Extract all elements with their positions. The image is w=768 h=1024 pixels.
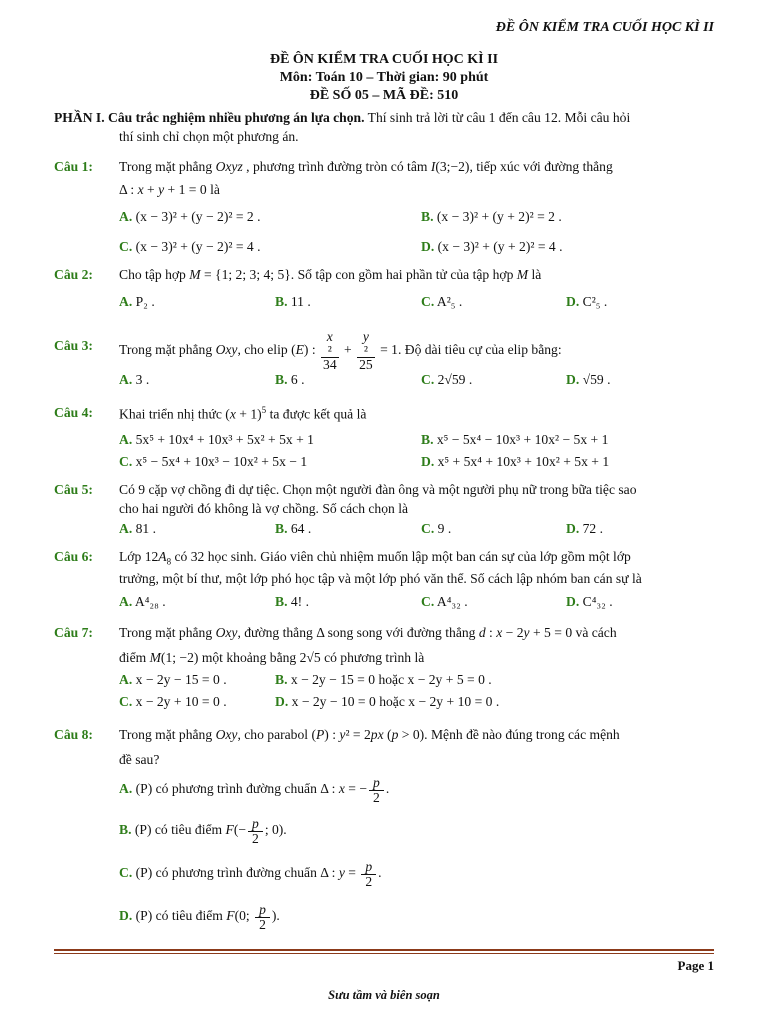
option-c[interactable]: C. A⁴₃₂ .	[421, 594, 468, 609]
option-b[interactable]: B. 4! .	[275, 594, 309, 609]
question-stem-cont: đề sau?	[119, 752, 160, 767]
question-stem: Có 9 cặp vợ chồng đi dự tiệc. Chọn một người đàn ông và một người phụ nữ trong bữa tiệc sao	[119, 482, 637, 497]
question-stem: Khai triển nhị thức $(x + 1)^5$ ta được kết quả là	[119, 405, 367, 422]
part1-text-cont: thí sinh chỉ chọn một phương án.	[119, 129, 299, 144]
option-d[interactable]: D. 72 .	[566, 521, 604, 536]
option-a[interactable]: A. 81 .	[119, 521, 157, 536]
question-label: Câu 3:	[54, 338, 93, 353]
option-b[interactable]: B. 11 .	[275, 294, 311, 309]
option-b[interactable]: B. 64 .	[275, 521, 312, 536]
option-a[interactable]: A. (x − 3)² + (y − 2)² = 2 .	[119, 209, 261, 224]
question-label: Câu 5:	[54, 482, 93, 497]
option-b[interactable]: B. x⁵ − 5x⁴ − 10x³ + 10x² − 5x + 1	[421, 432, 609, 447]
option-b[interactable]: B. 6 .	[275, 372, 305, 387]
part1-label: PHẦN I. Câu trắc nghiệm nhiều phương án lựa chọn.	[54, 110, 365, 125]
page-number: Page 1	[677, 958, 714, 973]
question-stem: Trong mặt phẳng Oxyz , phương trình đường tròn có tâm I(3;−2), tiếp xúc với đường thẳng	[119, 159, 613, 174]
question-stem: Cho tập hợp M = {1; 2; 3; 4; 5}. Số tập con gồm hai phần tử của tập hợp M là	[119, 267, 542, 282]
question-label: Câu 1:	[54, 159, 93, 174]
question-stem-cont: trưởng, một bí thư, một lớp phó học tập và một lớp phó văn thể. Số cách lập nhóm ban cán sự là	[119, 571, 642, 586]
option-a[interactable]: A. x − 2y − 15 = 0 .	[119, 672, 227, 687]
question-stem: Trong mặt phẳng Oxy, cho elip (E) : x ² 34 + y ² 25 = 1. Độ dài tiêu cự của elip bằng:	[119, 329, 562, 373]
option-b[interactable]: B. x − 2y − 15 = 0 hoặc x − 2y + 5 = 0 .	[275, 672, 492, 687]
part1-text: Thí sinh trả lời từ câu 1 đến câu 12. Mỗi câu hỏi	[364, 110, 631, 125]
option-a[interactable]: A. (P) có phương trình đường chuẩn Δ : x = − $\frac{p}{2}$ .	[119, 775, 390, 805]
option-c[interactable]: C. A²₅ .	[421, 294, 463, 309]
option-a[interactable]: A. 3 .	[119, 372, 150, 387]
option-c[interactable]: C. 9 .	[421, 521, 452, 536]
footer-divider	[54, 949, 714, 951]
option-d[interactable]: D. (x − 3)² + (y + 2)² = 4 .	[421, 239, 563, 254]
option-c[interactable]: C. x⁵ − 5x⁴ + 10x³ − 10x² + 5x − 1	[119, 454, 308, 469]
question-stem-cont: cho hai người đó không là vợ chồng. Số cách chọn là	[119, 501, 409, 516]
question-stem: Trong mặt phẳng Oxy, đường thẳng Δ song song với đường thẳng d : x − 2y + 5 = 0 và cách	[119, 625, 617, 640]
option-d[interactable]: D. x − 2y − 10 = 0 hoặc x − 2y + 10 = 0 .	[275, 694, 500, 709]
option-b[interactable]: B. (P) có tiêu điểm F(− $\frac{p}{2}$ ; 0).	[119, 816, 287, 846]
exam-title: ĐỀ ÔN KIỂM TRA CUỐI HỌC KÌ II	[269, 52, 499, 67]
option-d[interactable]: D. √59 .	[566, 372, 611, 387]
question-label: Câu 6:	[54, 549, 93, 564]
option-c[interactable]: C. x − 2y + 10 = 0 .	[119, 694, 227, 709]
question-label: Câu 4:	[54, 405, 93, 420]
question-stem: Lớp $12A_8$ có 32 học sinh. Giáo viên chủ nhiệm muốn lập một ban cán sự của lớp gồm một lớp	[119, 549, 631, 567]
footer-divider-thin	[54, 953, 714, 954]
part1-instruction	[54, 110, 630, 126]
option-b[interactable]: B. (x − 3)² + (y + 2)² = 2 .	[421, 209, 562, 224]
option-c[interactable]: C. (P) có phương trình đường chuẩn Δ : y = $\frac{p}{2}$ .	[119, 859, 382, 889]
option-d[interactable]: D. C⁴₃₂ .	[566, 594, 613, 609]
exam-code: ĐỀ SỐ 05 – MÃ ĐỀ: 510	[309, 88, 459, 103]
question-stem-cont: điểm M(1; −2) một khoảng bằng 2√5 có phương trình là	[119, 650, 425, 665]
question-label: Câu 2:	[54, 267, 93, 282]
option-d[interactable]: D. x⁵ + 5x⁴ + 10x³ + 10x² + 5x + 1	[421, 454, 610, 469]
option-a[interactable]: A. A⁴₂₈ .	[119, 594, 166, 609]
option-c[interactable]: C. 2√59 .	[421, 372, 473, 387]
question-stem-cont: Δ : x + y + 1 = 0 là	[119, 182, 220, 197]
question-label: Câu 7:	[54, 625, 93, 640]
option-c[interactable]: C. (x − 3)² + (y − 2)² = 4 .	[119, 239, 261, 254]
question-label: Câu 8:	[54, 727, 93, 742]
running-header: ĐỀ ÔN KIỂM TRA CUỐI HỌC KÌ II	[495, 20, 714, 35]
question-stem: Trong mặt phẳng Oxy, cho parabol (P) : y² = 2px (p > 0). Mệnh đề nào đúng trong các mệnh	[119, 727, 620, 742]
option-a[interactable]: A. P₂ .	[119, 294, 155, 309]
exam-subject: Môn: Toán 10 – Thời gian: 90 phút	[279, 70, 489, 85]
option-a[interactable]: A. 5x⁵ + 10x⁴ + 10x³ + 5x² + 5x + 1	[119, 432, 314, 447]
footer-note: Sưu tầm và biên soạn	[328, 988, 440, 1002]
option-d[interactable]: D. C²₅ .	[566, 294, 608, 309]
option-d[interactable]: D. (P) có tiêu điểm F(0; $\frac{p}{2}$ ).	[119, 902, 280, 932]
